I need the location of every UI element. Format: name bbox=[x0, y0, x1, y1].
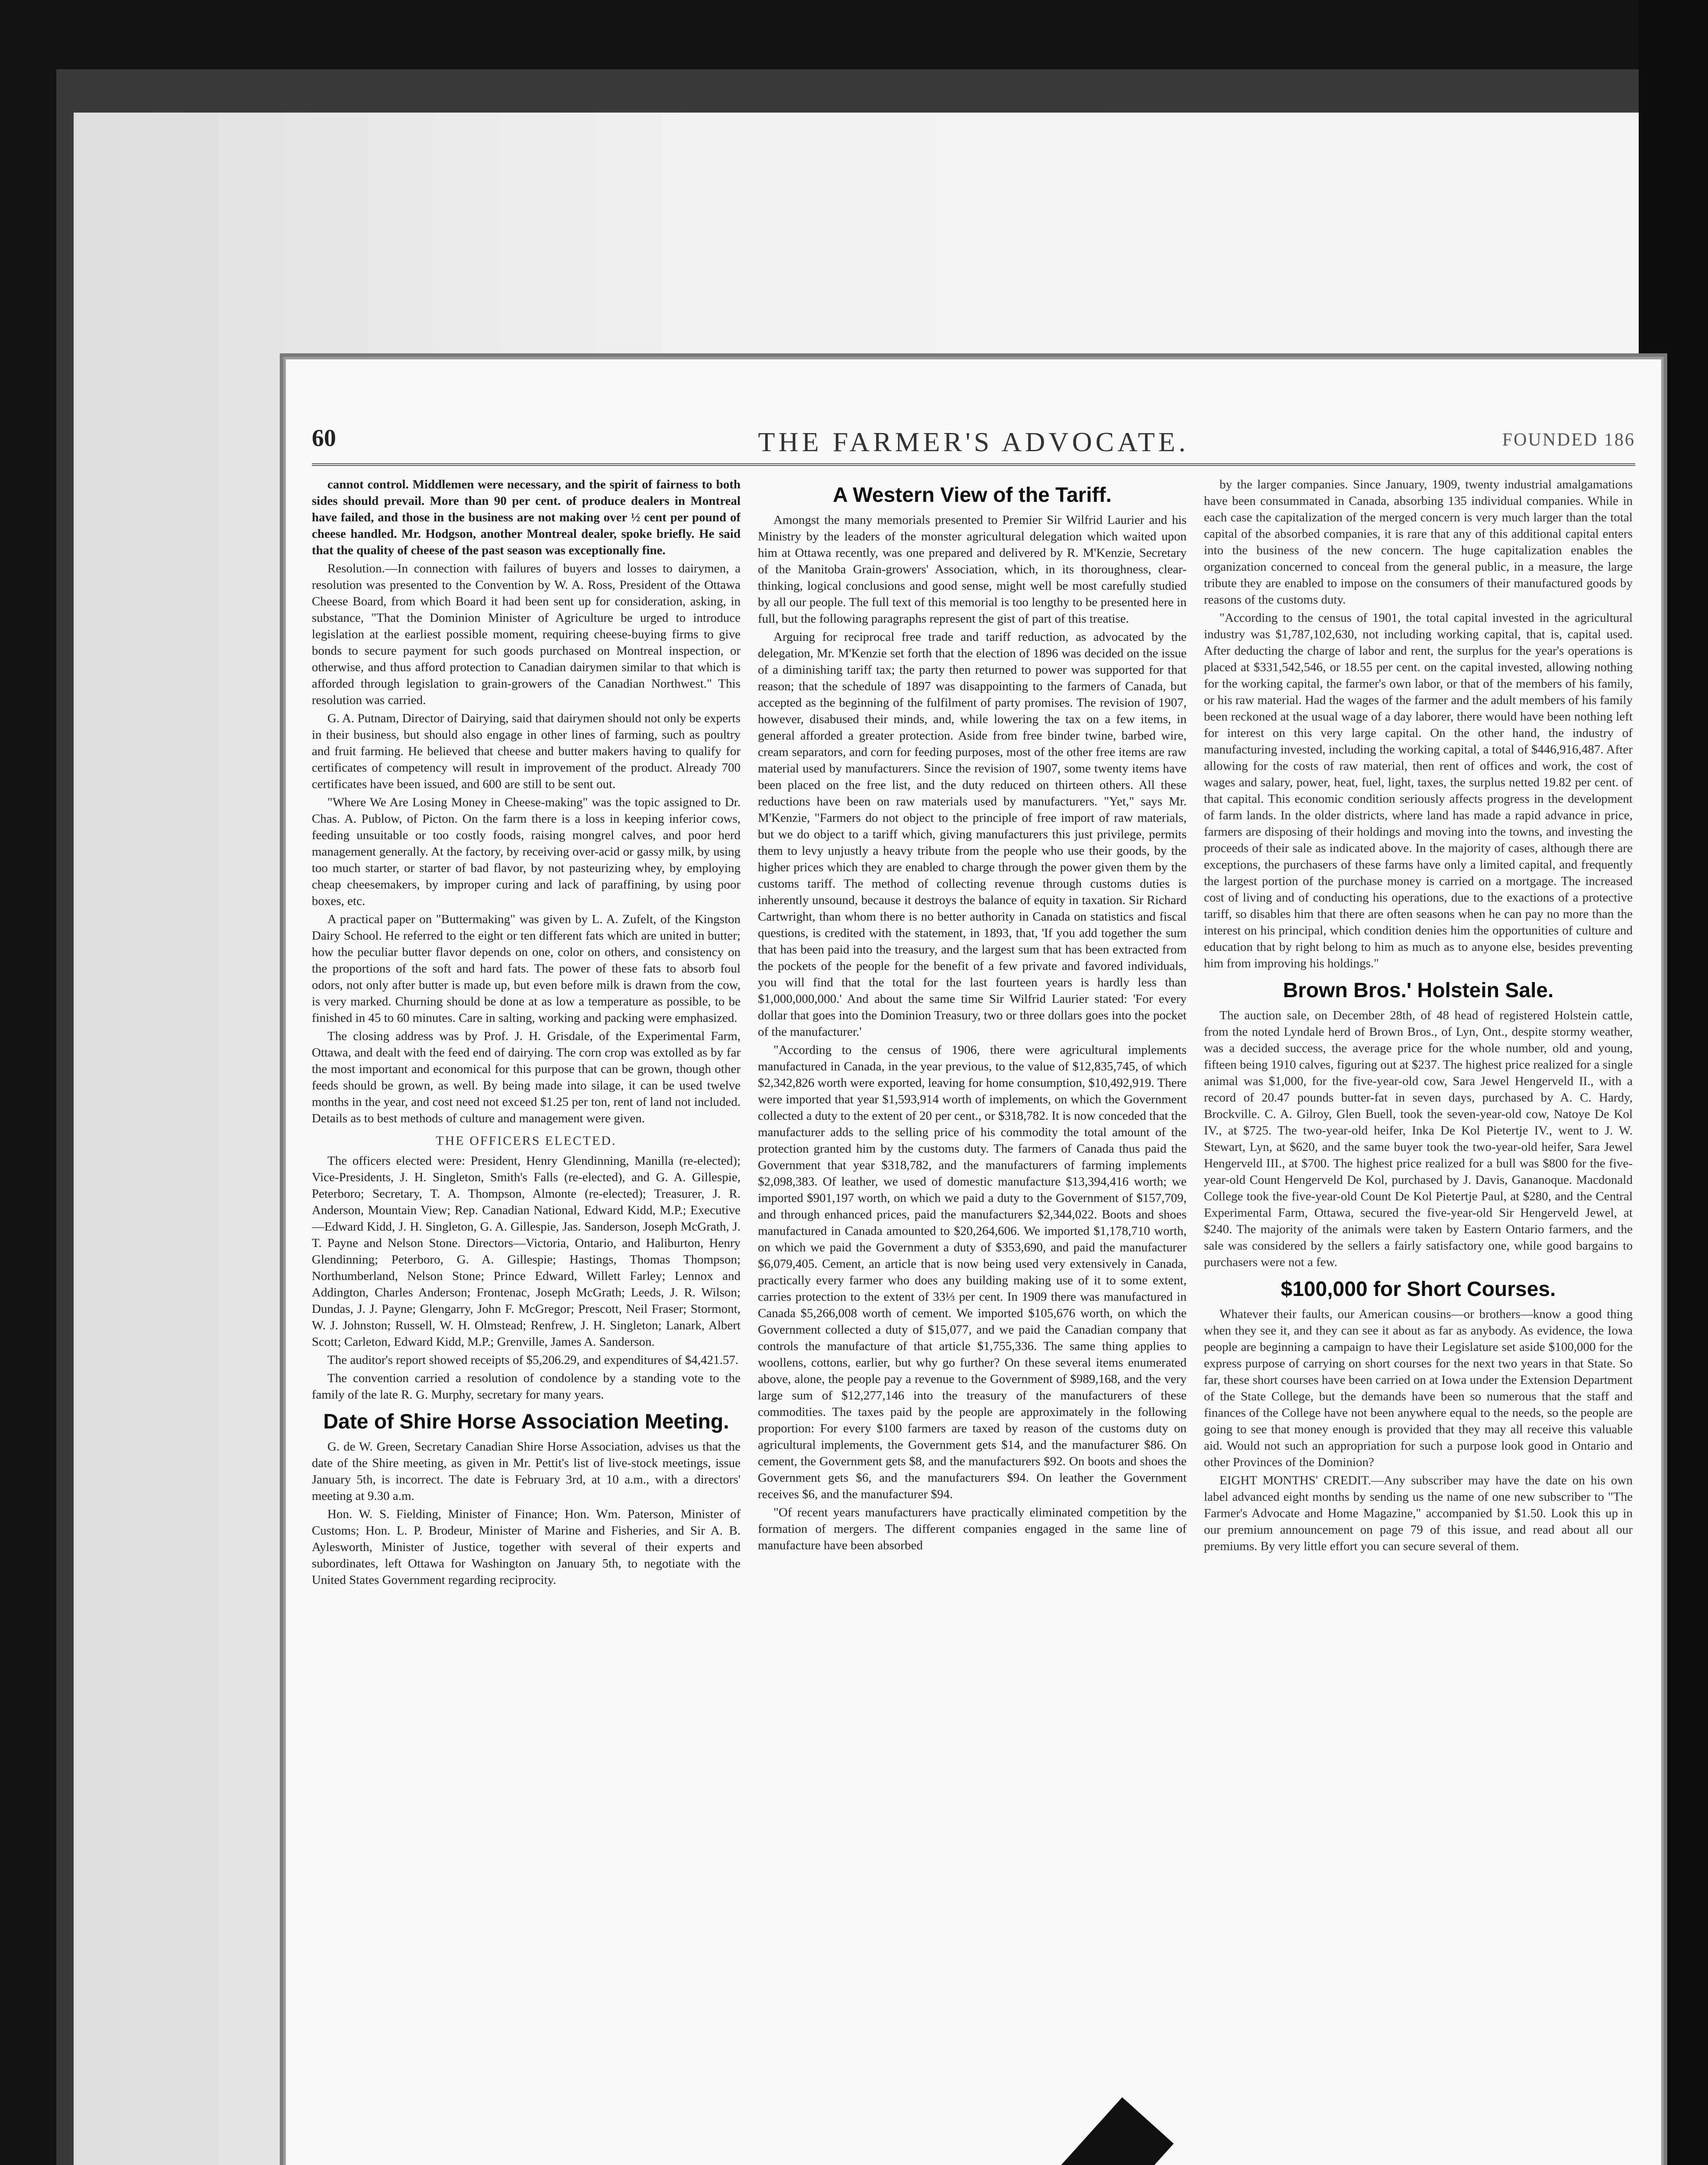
article-paragraph: "According to the census of 1906, there were agricultural implements manufactured in Canada, in the year previous, to the value of $12,835,745, of which $2,342,826 worth were exported, leaving for home consumption, $10,492,919. There were imported that year $1,593,914 worth of implements, on which the Government collected a duty to the extent of 20 per cent., or $318,782. It is now conceded that the manufacturer adds to the selling price of his commodity the total amount of the protection granted him by the customs duty. The farmers of Canada thus paid the Government that year $318,782, and the manufacturers of farming implements $2,098,383. Of leather, we used of domestic manufacture $13,394,416 worth; we imported $901,197 worth, on which we paid a duty to the Government of $157,709, and through enhanced prices, paid the manufacturers $2,344,022. Boots and shoes manufactured in Canada amounted to $20,264,606. We imported $1,178,710 worth, on which we paid the Government a duty of $353,690, and paid the manufacturer $6,079,405. Cement, an article that is now being used very extensively in Canada, practically every farmer who does any building making use of it to some extent, carries protection to the extent of 33⅓ per cent. In 1909 there was manufactured in Canada $5,266,008 worth of cement. We imported $105,676 worth, on which the Government collected a duty of $15,077, and we paid the Canadian company that controls the manufacture of that article $1,755,336. The same thing applies to woollens, cottons, earlier, but why go further? On these several items enumerated above, alone, the people pay a revenue to the Government of $989,168, and the very large sum of $12,277,146 into the treasury of the manufacturers of these commodities. The taxes paid by the people are approximately in the following proportion: For every $100 farmers are taxed by reason of the customs duty on agricultural implements, the Government gets $14, and the manufacturer $86. On cement, the Government gets $8, and the manufacturers $92. On boots and shoes the Government gets $6, and the manufacturers $94. On leather the Government receives $6, and the manufacturer $94. bbox=[758, 1043, 1187, 1501]
article-paragraph: The auction sale, on December 28th, of 48 head of registered Holstein cattle, from the noted Lyndale herd of Brown Bros., of Lyn, Ont., despite stormy weather, was a decided success, the average price for the whole number, old and young, fifteen being 1910 calves, figuring out at $237. The highest price realized for a single animal was $1,000, for the five-year-old cow, Sara Jewel Hengerveld II., with a record of 20.47 pounds butter-fat in seven days, purchased by A. C. Hardy, Brockville. C. A. Gilroy, Glen Buell, took the seven-year-old cow, Natoye De Kol IV., at $725. The two-year-old heifer, Inka De Kol Pietertje IV., went to J. W. Stewart, Lyn, at $620, and the same buyer took the two-year-old heifer, Sara Jewel Hengerveld III., at $700. The highest price realized for a bull was $800 for the five-year-old Count Hengerveld De Kol, purchased by J. Davis, Gananoque. Macdonald College took the five-year-old Count De Kol Pietertje Paul, at $280, and the Central Experimental Farm, Ottawa, secured the five-year-old Sir Hengerveld Jewel, at $240. The majority of the animals were taken by Eastern Ontario farmers, and the sale was considered by the sellers a fairly satisfactory one, while good bargains to purchasers were not a few. bbox=[1204, 1008, 1633, 1269]
page-number: 60 bbox=[312, 425, 336, 452]
article-paragraph: A practical paper on "Buttermaking" was given by L. A. Zufelt, of the Kingston Dairy School. He referred to the eight or ten different fats which are united in butter; how the peculiar butter flavor depends on one, color on others, and consistency on the proportions of the soft and hard fats. The power of these fats to absorb foul odors, not only after butter is made up, but even before milk is drawn from the cow, is very marked. Churning should be done at as low a temperature as possible, to be finished in 45 to 60 minutes. Care in salting, working and packing were emphasized. bbox=[312, 912, 741, 1025]
newspaper-page bbox=[286, 359, 1661, 2165]
column-3 bbox=[1204, 476, 1633, 1556]
column-1 bbox=[312, 476, 741, 1590]
article-paragraph: Whatever their faults, our American cousins—or brothers—know a good thing when they see it, and they can see it about as far as anybody. As evidence, the Iowa people are beginning a campaign to have their Legislature set aside $100,000 for the express purpose of carrying on short courses for the next two years in that State. So far, these short courses have been carried on at Iowa under the Extension Department of the State College, but the demands have been so numerous that the staff and finances of the College have not been anywhere equal to the needs, so the people are going to see that money enough is provided that they may all receive this valuable aid. Would not such an appropriation for such a purpose look good in Ontario and other Provinces of the Dominion? bbox=[1204, 1307, 1633, 1469]
article-paragraph: by the larger companies. Since January, 1909, twenty industrial amalgamations have been consummated in Canada, absorbing 135 individual companies. While in each case the capitalization of the merged concern is very much larger than the total capital of the absorbed companies, it is rare that any of this additional capital enters into the business of the new concern. The huge capitalization enables the organization concerned to conceal from the general public, in a measure, the large tribute they are enabled to impose on the consumers of their manufactured goods by reasons of the customs duty. bbox=[1204, 478, 1633, 607]
article-heading: $100,000 for Short Courses. bbox=[1281, 1278, 1556, 1301]
article-paragraph: The auditor's report showed receipts of $5,206.29, and expenditures of $4,421.57. bbox=[327, 1353, 739, 1367]
section-subheading: THE OFFICERS ELECTED. bbox=[436, 1134, 617, 1148]
article-paragraph: cannot control. Middlemen were necessary, and the spirit of fairness to both sides should prevail. More than 90 per cent. of produce dealers in Montreal have failed, and those in the business are not making over ½ cent per pound of cheese handled. Mr. Hodgson, another Montreal dealer, spoke briefly. He said that the quality of cheese of the past season was exceptionally fine. bbox=[312, 478, 741, 557]
article-paragraph: "Where We Are Losing Money in Cheese-making" was the topic assigned to Dr. Chas. A. Publow, of Picton. On the farm there is a loss in keeping inferior cows, feeding unsuitable or too costly foods, raising mongrel calves, and poor herd management generally. At the factory, by receiving over-acid or gassy milk, by using too much starter, or starter of bad flavor, by not pasteurizing whey, by employing cheap cheesemakers, by improper curing and lack of paraffining, by using poor boxes, etc. bbox=[312, 795, 741, 908]
article-paragraph: The officers elected were: President, Henry Glendinning, Manilla (re-elected); Vice-Presidents, J. H. Singleton, Smith's Falls (re-elected), and G. A. Gillespie, Peterboro; Secretary, T. A. Thompson, Almonte (re-elected); Treasurer, J. R. Anderson, Mountain View; Rep. Canadian National, Edward Kidd, M.P.; Executive—Edward Kidd, J. H. Singleton, G. A. Gillespie, Jas. Sanderson, Joseph McGrath, J. T. Payne and Nelson Stone. Directors—Victoria, Ontario, and Haliburton, Henry Glendinning; Peterboro, G. A. Gillespie; Hastings, Thomas Thompson; Northumberland, Nelson Stone; Prince Edward, Willett Farley; Lennox and Addington, Charles Anderson; Frontenac, Joseph McGrath; Leeds, J. R. Wilson; Dundas, J. J. Payne; Glengarry, John F. McGregor; Prescott, Neil Fraser; Stormont, W. J. Johnston; Russell, W. H. Olmstead; Renfrew, J. H. Singleton; Lanark, Albert Scott; Carleton, Edward Kidd, M.P.; Grenville, James A. Sanderson. bbox=[312, 1154, 741, 1349]
article-paragraph: EIGHT MONTHS' CREDIT.—Any subscriber may have the date on his own label advanced eight months by sending us the name of one new subscriber to "The Farmer's Advocate and Home Magazine," accompanied by $1.50. Look this up in our premium announcement on page 79 of this issue, and read about all our premiums. By very little effort you can secure several of them. bbox=[1204, 1473, 1633, 1553]
article-paragraph: G. de W. Green, Secretary Canadian Shire Horse Association, advises us that the date of the Shire meeting, as given in Mr. Pettit's list of live-stock meetings, issue January 5th, is incorrect. The date is February 3rd, at 10 a.m., with a directors' meeting at 9.30 a.m. bbox=[312, 1440, 741, 1503]
article-heading: Brown Bros.' Holstein Sale. bbox=[1283, 979, 1554, 1002]
article-paragraph: Arguing for reciprocal free trade and tariff reduction, as advocated by the delegation, Mr. M'Kenzie set forth that the election of 1896 was decided on the issue of a diminishing tariff tax; the party then returned to power was supported for that reason; that the schedule of 1897 was disappointing to the farmers of Canada, but accepted as the beginning of the fulfilment of party promises. The revision of 1907, however, disabused their minds, and, while lowering the tax on a few items, in general afforded a greater protection. Aside from free binder twine, barbed wire, cream separators, and corn for feeding purposes, most of the other free items are raw material used by manufacturers. Since the revision of 1907, some twenty items have been placed on the free list, and the duty reduced on thirteen others. All these reductions have been on raw materials used by manufacturers. "Yet," says Mr. M'Kenzie, "Farmers do not object to the principle of free import of raw materials, but we do object to a tariff which, giving manufacturers this just privilege, permits them to levy unjustly a heavy tribute from the people who use their goods, by the higher prices which they are enabled to charge through the power given them by the customs tariff. The method of collecting revenue through customs duties is inherently unsound, because it destroys the balance of equity in taxation. Sir Richard Cartwright, than whom there is no better authority in Canada on statistics and fiscal questions, is credited with the statement, in 1893, that, 'If you add together the sum that has been paid into the treasury, and the largest sum that has been extracted from the pockets of the people for the benefit of a few private and favored individuals, you will find that the total for the last fourteen years is hardly less than $1,000,000,000.' And about the same time Sir Wilfrid Laurier stated: 'For every dollar that goes into the Dominion Treasury, two or three dollars goes into the pocket of the manufacturer.' bbox=[758, 630, 1187, 1039]
page-header bbox=[312, 424, 1635, 466]
article-paragraph: G. A. Putnam, Director of Dairying, said that dairymen should not only be experts in their business, but should also engage in other lines of farming, such as poultry and fruit farming. He believed that cheese and butter makers having to qualify for certificates of competency will result in improvement of the product. Already 700 certificates have been issued, and 600 are still to be sent out. bbox=[312, 711, 741, 791]
founded-label: FOUNDED 186 bbox=[1502, 430, 1635, 450]
article-paragraph: The closing address was by Prof. J. H. Grisdale, of the Experimental Farm, Ottawa, and dealt with the feed end of dairying. The corn crop was extolled as by far the most important and economical for this purpose that can be grown, though other feeds should be grown, as well. By being made into silage, it can be used twelve months in the year, and cost need not exceed $1.25 per ton, rent of land not included. Details as to best methods of culture and management were given. bbox=[312, 1029, 741, 1125]
article-paragraph: Amongst the many memorials presented to Premier Sir Wilfrid Laurier and his Ministry by the leaders of the monster agricultural delegation which waited upon him at Ottawa recently, was one prepared and delivered by R. M'Kenzie, Secretary of the Manitoba Grain-growers' Association, which, in its thoroughness, clear-thinking, logical conclusions and good sense, might well be most carefully studied by all our people. The full text of this memorial is too lengthy to be presented here in full, but the following paragraphs represent the gist of part of this treatise. bbox=[758, 513, 1187, 626]
article-heading: Date of Shire Horse Association Meeting. bbox=[323, 1410, 729, 1433]
article-paragraph: Resolution.—In connection with failures of buyers and losses to dairymen, a resolution was presented to the Convention by W. A. Ross, President of the Ottawa Cheese Board, from which Board it had been sent up for consideration, asking, in substance, "That the Dominion Minister of Agriculture be urged to introduce legislation at the earliest possible moment, requiring cheese-buying firms to give bonds to secure payment for such goods purchased on Montreal inspection, or otherwise, and thus afford protection to Canadian dairymen similar to that which is afforded through legislation to grain-growers of the Canadian Northwest." This resolution was carried. bbox=[312, 562, 741, 707]
article-paragraph: The convention carried a resolution of condolence by a standing vote to the family of the late R. G. Murphy, secretary for many years. bbox=[312, 1371, 741, 1402]
article-paragraph: "According to the census of 1901, the total capital invested in the agricultural industry was $1,787,102,630, not including working capital, that is, capital used. After deducting the charge of labor and rent, the surplus for the year's operations is placed at $331,542,546, or 18.55 per cent. on the capital invested, allowing nothing for the working capital, the farmer's own labor, or that of the members of his family, or his raw material. Had the wages of the farmer and the adult members of his family been reckoned at the usual wage of a day laborer, there would have been nothing left for interest on this very large capital. On the other hand, the industry of manufacturing invested, including the working capital, a total of $446,916,487. After allowing for the costs of raw material, then rent of offices and work, the cost of wages and salary, power, heat, fuel, light, taxes, the surplus netted 19.82 per cent. of that capital. This economic condition seriously affects progress in the development of farm lands. In the older districts, where land has made a rapid advance in price, farmers are disposing of their holdings and moving into the towns, and investing the proceeds of their sale as indicated above. In the majority of cases, although there are exceptions, the purchasers of these farms have only a limited capital, and frequently the largest portion of the purchase money is carried on a mortgage. The increased cost of living and of conducting his operations, due to the exactions of a protective tariff, so disables him that there are often seasons when he can pay no more than the interest on his principal, which condition denies him the opportunities of culture and education that by right belong to him as much as to anyone else, besides preventing him from improving his holdings." bbox=[1204, 611, 1633, 970]
article-heading: A Western View of the Tariff. bbox=[833, 484, 1112, 507]
article-paragraph: "Of recent years manufacturers have practically eliminated competition by the formation of mergers. The different companies engaged in the same line of manufacture have been absorbed bbox=[758, 1506, 1187, 1552]
article-paragraph: Hon. W. S. Fielding, Minister of Finance; Hon. Wm. Paterson, Minister of Customs; Hon. L. P. Brodeur, Minister of Marine and Fisheries, and Sir A. B. Aylesworth, Minister of Justice, together with several of their experts and subordinates, left Ottawa for Washington on January 5th, to negotiate with the United States Government regarding reciprocity. bbox=[312, 1507, 741, 1587]
masthead: THE FARMER'S ADVOCATE. bbox=[758, 427, 1189, 457]
column-2 bbox=[758, 476, 1187, 2165]
